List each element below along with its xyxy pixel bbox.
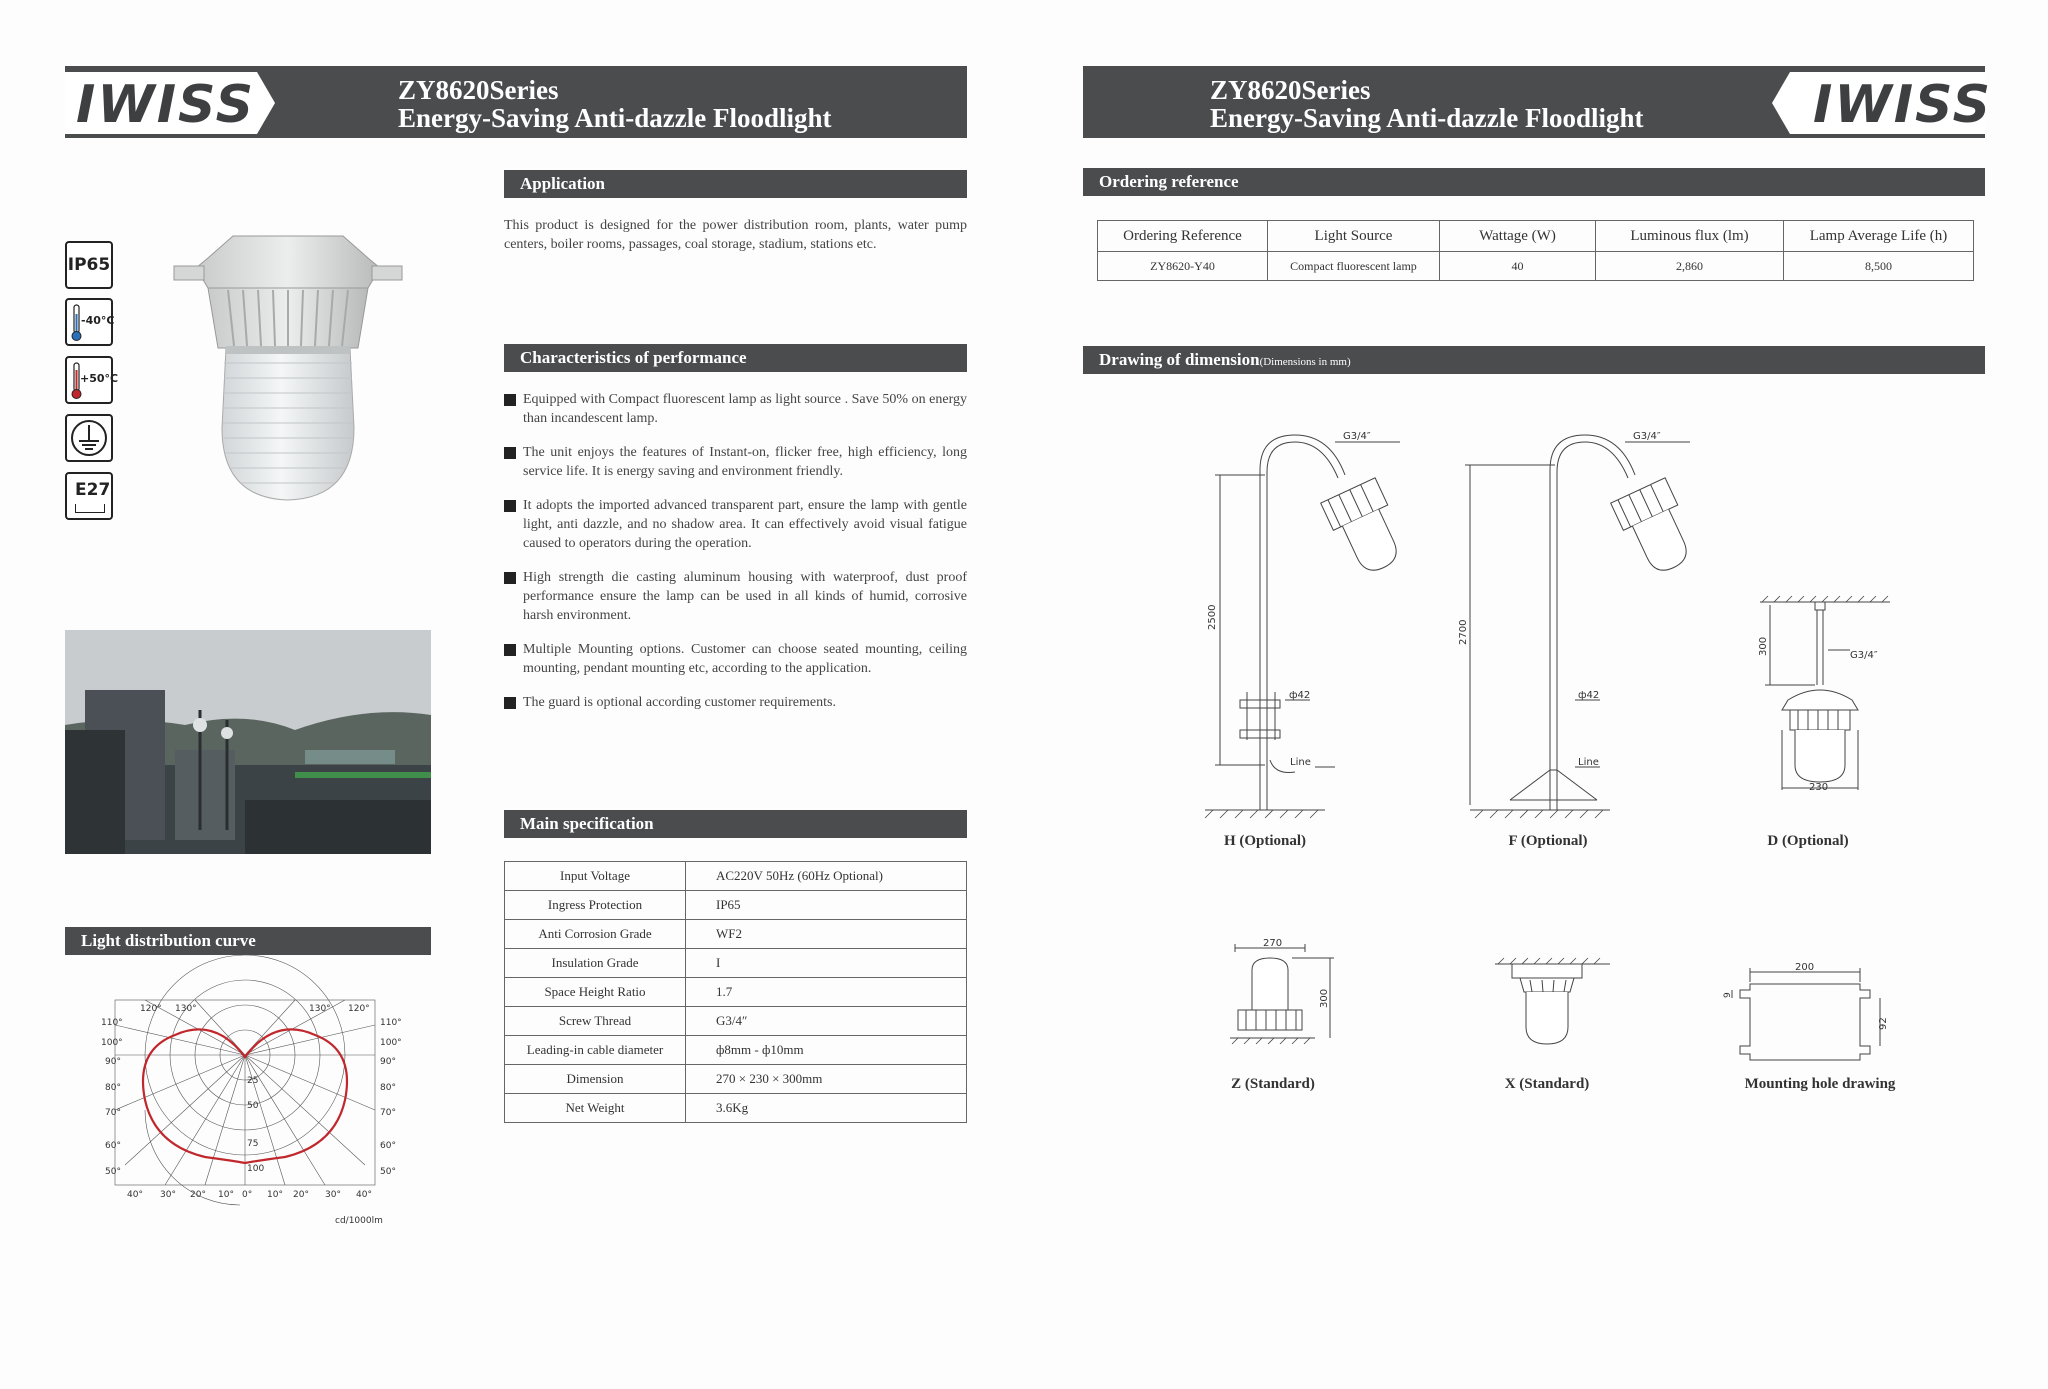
product-lamp-image bbox=[168, 228, 418, 508]
svg-text:10°: 10° bbox=[218, 1190, 234, 1200]
svg-text:20°: 20° bbox=[293, 1190, 309, 1200]
svg-text:70°: 70° bbox=[105, 1108, 121, 1118]
right-product-title: Energy-Saving Anti-dazzle Floodlight bbox=[1210, 103, 1644, 133]
svg-text:75: 75 bbox=[247, 1139, 259, 1149]
performance-item: Multiple Mounting options. Customer can choose seated mounting, ceiling mounting, pendant mounting etc, according to the application. bbox=[504, 640, 967, 678]
table-row: ZY8620-Y40 Compact fluorescent lamp 40 2,860 8,500 bbox=[1098, 252, 1974, 281]
svg-text:110°: 110° bbox=[380, 1018, 402, 1028]
svg-text:25: 25 bbox=[247, 1076, 259, 1086]
svg-text:110°: 110° bbox=[101, 1018, 123, 1028]
light-curve-section-title: Light distribution curve bbox=[65, 927, 431, 955]
svg-text:10°: 10° bbox=[267, 1190, 283, 1200]
performance-item: The unit enjoys the features of Instant-on, flicker free, high efficiency, long service life. It is energy saving and environment friendly. bbox=[504, 443, 967, 481]
table-row: Space Height Ratio 1.7 bbox=[505, 978, 967, 1007]
installation-photo bbox=[65, 630, 431, 854]
table-row: Dimension 270 × 230 × 300mm bbox=[505, 1065, 967, 1094]
svg-text:G3/4″: G3/4″ bbox=[1850, 650, 1878, 661]
svg-text:50°: 50° bbox=[105, 1167, 121, 1177]
performance-section-title: Characteristics of performance bbox=[504, 344, 967, 372]
svg-text:80°: 80° bbox=[380, 1083, 396, 1093]
table-row: Insulation Grade I bbox=[505, 949, 967, 978]
ordering-table bbox=[1097, 220, 1974, 281]
drawing-f-optional bbox=[1460, 420, 1710, 815]
svg-text:G3/4″: G3/4″ bbox=[1343, 431, 1371, 442]
svg-text:30°: 30° bbox=[160, 1190, 176, 1200]
svg-text:100: 100 bbox=[247, 1164, 265, 1174]
performance-item: High strength die casting aluminum housing with waterproof, dust proof performance ensure the lamp can be used in all kinds of humid, corrosive harsh environment. bbox=[504, 568, 967, 625]
high-temperature-icon: +50°C bbox=[65, 356, 113, 404]
svg-text:40°: 40° bbox=[356, 1190, 372, 1200]
table-row: Input Voltage AC220V 50Hz (60Hz Optional) bbox=[505, 862, 967, 891]
svg-text:92: 92 bbox=[1878, 1017, 1889, 1030]
ip65-icon: IP65 bbox=[65, 241, 113, 289]
ordering-section-title: Ordering reference bbox=[1083, 168, 1985, 196]
caption-x-standard: X (Standard) bbox=[1504, 1076, 1590, 1092]
light-curve-unit: cd/1000lm bbox=[335, 1216, 383, 1226]
svg-text:270: 270 bbox=[1263, 938, 1283, 949]
performance-item: It adopts the imported advanced transparent part, ensure the lamp with gentle light, anti dazzle, and no shadow area. It can effectively avoid visual fatigue caused to operators during the operation. bbox=[504, 496, 967, 553]
application-text: This product is designed for the power distribution room, plants, water pump centers, boiler rooms, passages, coal storage, stadium, stations etc. bbox=[504, 218, 967, 252]
drawing-mounting-hole bbox=[1720, 960, 1890, 1060]
svg-text:50: 50 bbox=[247, 1101, 259, 1111]
table-row: Net Weight 3.6Kg bbox=[505, 1094, 967, 1123]
svg-text:40°: 40° bbox=[127, 1190, 143, 1200]
svg-text:50°: 50° bbox=[380, 1167, 396, 1177]
svg-text:60°: 60° bbox=[380, 1141, 396, 1151]
table-header-row: Ordering Reference Light Source Wattage (W) Luminous flux (lm) Lamp Average Life (h) bbox=[1098, 221, 1974, 252]
top-label-130-right: 130° bbox=[309, 1004, 331, 1014]
svg-text:2700: 2700 bbox=[1458, 619, 1469, 645]
svg-text:ф42: ф42 bbox=[1289, 690, 1311, 701]
drawing-z-standard bbox=[1210, 940, 1340, 1050]
svg-text:90°: 90° bbox=[380, 1057, 396, 1067]
specification-table bbox=[504, 861, 967, 1123]
specification-section-title: Main specification bbox=[504, 810, 967, 838]
caption-z-standard: Z (Standard) bbox=[1231, 1076, 1315, 1092]
drawing-d-optional bbox=[1740, 590, 1900, 800]
left-brand-logo: IWISS bbox=[76, 75, 256, 135]
svg-text:100°: 100° bbox=[101, 1038, 123, 1048]
svg-text:Line: Line bbox=[1578, 757, 1599, 768]
performance-item: Equipped with Compact fluorescent lamp as light source . Save 50% on energy than incandescent lamp. bbox=[504, 390, 967, 428]
top-label-130-left: 130° bbox=[175, 1004, 197, 1014]
left-product-title: Energy-Saving Anti-dazzle Floodlight bbox=[398, 103, 832, 133]
svg-text:30°: 30° bbox=[325, 1190, 341, 1200]
svg-text:60°: 60° bbox=[105, 1141, 121, 1151]
svg-text:300: 300 bbox=[1758, 636, 1769, 656]
drawing-section-title: Drawing of dimension(Dimensions in mm) bbox=[1083, 346, 1985, 374]
drawing-h-optional bbox=[1195, 420, 1445, 815]
svg-text:200: 200 bbox=[1795, 962, 1815, 973]
svg-text:70°: 70° bbox=[380, 1108, 396, 1118]
caption-h-optional: H (Optional) bbox=[1223, 833, 1307, 849]
performance-item: The guard is optional according customer requirements. bbox=[504, 693, 967, 712]
top-label-120-left: 120° bbox=[140, 1004, 162, 1014]
svg-text:90°: 90° bbox=[105, 1057, 121, 1067]
right-brand-logo: IWISS bbox=[1813, 75, 1993, 135]
table-row: Ingress Protection IP65 bbox=[505, 891, 967, 920]
svg-text:100°: 100° bbox=[380, 1038, 402, 1048]
caption-f-optional: F (Optional) bbox=[1508, 833, 1588, 849]
table-row: Screw Thread G3/4″ bbox=[505, 1007, 967, 1036]
right-series-title: ZY8620Series bbox=[1210, 75, 1371, 105]
application-section-title: Application bbox=[504, 170, 967, 198]
svg-text:80°: 80° bbox=[105, 1083, 121, 1093]
caption-mounting-hole: Mounting hole drawing bbox=[1744, 1076, 1896, 1092]
low-temperature-icon: -40°C bbox=[65, 298, 113, 346]
svg-text:ф42: ф42 bbox=[1578, 690, 1600, 701]
svg-text:Line: Line bbox=[1290, 757, 1311, 768]
svg-text:300: 300 bbox=[1319, 988, 1330, 1008]
table-row: Leading-in cable diameter ф8mm - ф10mm bbox=[505, 1036, 967, 1065]
svg-text:G3/4″: G3/4″ bbox=[1633, 431, 1661, 442]
e27-socket-icon: E27 bbox=[65, 472, 113, 520]
svg-text:230: 230 bbox=[1809, 782, 1829, 793]
svg-text:2500: 2500 bbox=[1207, 604, 1218, 630]
table-row: Anti Corrosion Grade WF2 bbox=[505, 920, 967, 949]
svg-text:0°: 0° bbox=[242, 1190, 253, 1200]
svg-text:9: 9 bbox=[1723, 992, 1733, 998]
drawing-x-standard bbox=[1490, 952, 1620, 1052]
ground-icon bbox=[65, 414, 113, 462]
light-distribution-chart bbox=[95, 995, 405, 1230]
top-label-120-right: 120° bbox=[348, 1004, 370, 1014]
svg-text:20°: 20° bbox=[190, 1190, 206, 1200]
left-series-title: ZY8620Series bbox=[398, 75, 559, 105]
caption-d-optional: D (Optional) bbox=[1767, 833, 1849, 849]
